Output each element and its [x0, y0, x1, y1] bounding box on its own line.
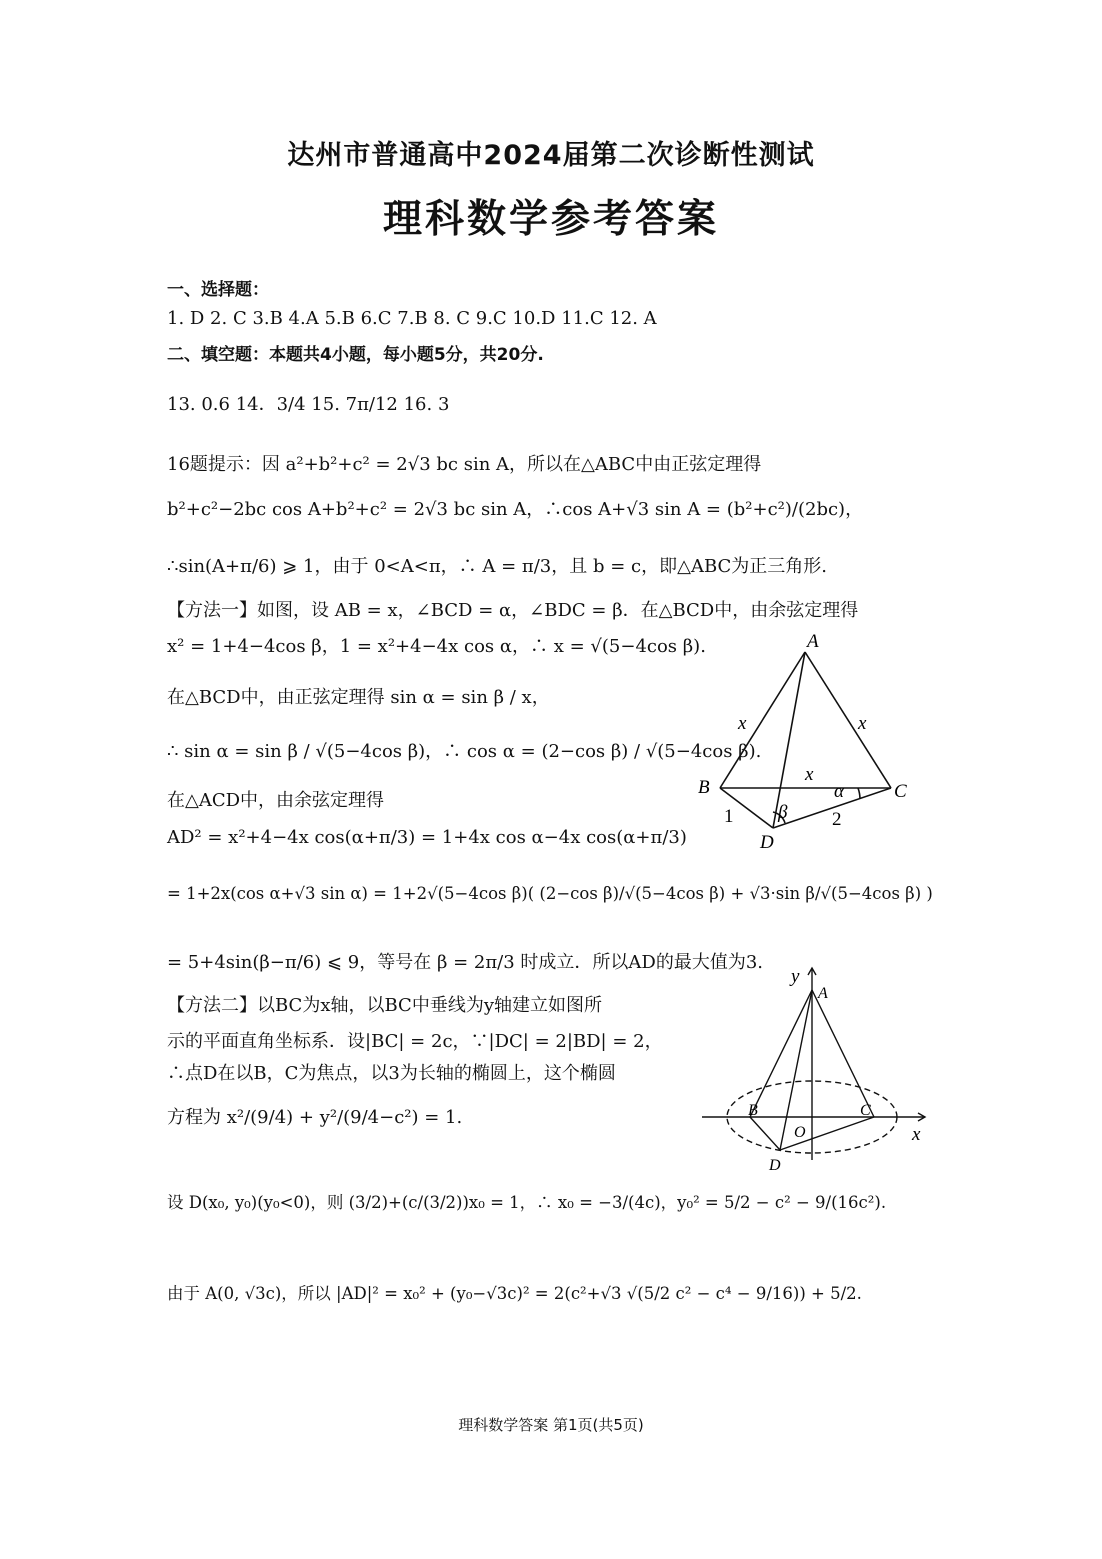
- label-D: D: [760, 832, 774, 853]
- page-subtitle: 理科数学参考答案: [382, 197, 719, 242]
- triangle-lines: [720, 652, 891, 828]
- label-B2: B: [748, 1102, 758, 1119]
- text-line: ∴sin(A+π/6) ⩾ 1，由于 0<A<π，∴ A = π/3，且 b = c，即△ABC为正三角形.: [167, 556, 827, 577]
- label-x-mid: x: [805, 764, 814, 785]
- text-line: 由于 A(0, √3c)，所以 |AD|² = x₀² + (y₀−√3c)² = 2(c²+√3 √(5/2 c² − c⁴ − 9/16)) + 5/2.: [167, 1284, 862, 1303]
- page-title: 达州市普通高中2024届第二次诊断性测试: [287, 140, 815, 171]
- ellipse-figure: [690, 960, 930, 1175]
- text-line: ∴点D在以B，C为焦点，以3为长轴的椭圆上，这个椭圆: [167, 1063, 616, 1084]
- label-B: B: [698, 777, 710, 798]
- label-x-left: x: [738, 713, 747, 734]
- text-line: b²+c²−2bc cos A+b²+c² = 2√3 bc sin A，∴cos A+√3 sin A = (b²+c²)/(2bc)，: [167, 499, 864, 520]
- text-line: ∴ sin α = sin β / √(5−4cos β)，∴ cos α = (2−cos β) / √(5−4cos β).: [167, 741, 762, 762]
- label-x-axis: x: [912, 1124, 921, 1145]
- text-line: 示的平面直角坐标系．设|BC| = 2c，∵|DC| = 2|BD| = 2，: [167, 1031, 663, 1052]
- label-A: A: [807, 631, 819, 652]
- label-C2: C: [860, 1102, 871, 1119]
- label-y-axis: y: [791, 966, 800, 987]
- label-beta: β: [778, 802, 788, 823]
- label-C: C: [894, 781, 907, 802]
- choice-answers: 1. D 2. C 3.B 4.A 5.B 6.C 7.B 8. C 9.C 10.D 11.C 12. A: [167, 308, 657, 329]
- text-line: 16题提示：因 a²+b²+c² = 2√3 bc sin A，所以在△ABC中由正弦定理得: [167, 454, 762, 475]
- label-alpha: α: [834, 781, 844, 802]
- text-line: 在△ACD中，由余弦定理得: [167, 790, 385, 811]
- text-line: = 1+2x(cos α+√3 sin α) = 1+2√(5−4cos β)( (2−cos β)/√(5−4cos β) + √3·sin β/√(5−4cos β) ): [167, 884, 933, 903]
- choice-heading: 一、选择题：: [167, 280, 269, 300]
- text-line: 设 D(x₀, y₀)(y₀<0)，则 (3/2)+(c/(3/2))x₀ = 1，∴ x₀ = −3/(4c)，y₀² = 5/2 − c² − 9/(16c²).: [167, 1193, 887, 1212]
- text-line: 在△BCD中，由正弦定理得 sin α = sin β / x，: [167, 687, 550, 708]
- fill-heading: 二、填空题：本题共4小题，每小题5分，共20分.: [167, 345, 544, 365]
- label-O: O: [794, 1124, 806, 1141]
- text-line: 【方法一】如图，设 AB = x，∠BCD = α，∠BDC = β．在△BCD中，由余弦定理得: [167, 600, 859, 621]
- label-2: 2: [832, 809, 842, 830]
- text-line: 【方法二】以BC为x轴，以BC中垂线为y轴建立如图所: [167, 995, 602, 1016]
- label-D2: D: [769, 1157, 781, 1174]
- label-A2: A: [818, 985, 828, 1002]
- text-line: = 5+4sin(β−π/6) ⩽ 9，等号在 β = 2π/3 时成立．所以AD的最大值为3.: [167, 952, 764, 973]
- text-line: AD² = x²+4−4x cos(α+π/3) = 1+4x cos α−4x cos(α+π/3): [167, 827, 687, 848]
- axes-and-lines: [702, 968, 925, 1160]
- page-footer: 理科数学答案 第1页(共5页): [458, 1416, 644, 1434]
- label-x-right: x: [858, 713, 867, 734]
- text-line: 方程为 x²/(9/4) + y²/(9/4−c²) = 1.: [167, 1107, 463, 1128]
- triangle-figure: [690, 625, 920, 860]
- text-line: x² = 1+4−4cos β，1 = x²+4−4x cos α，∴ x = √(5−4cos β).: [167, 636, 706, 657]
- fill-answers: 13. 0.6 14．3/4 15. 7π/12 16. 3: [167, 394, 450, 415]
- label-1: 1: [724, 806, 734, 827]
